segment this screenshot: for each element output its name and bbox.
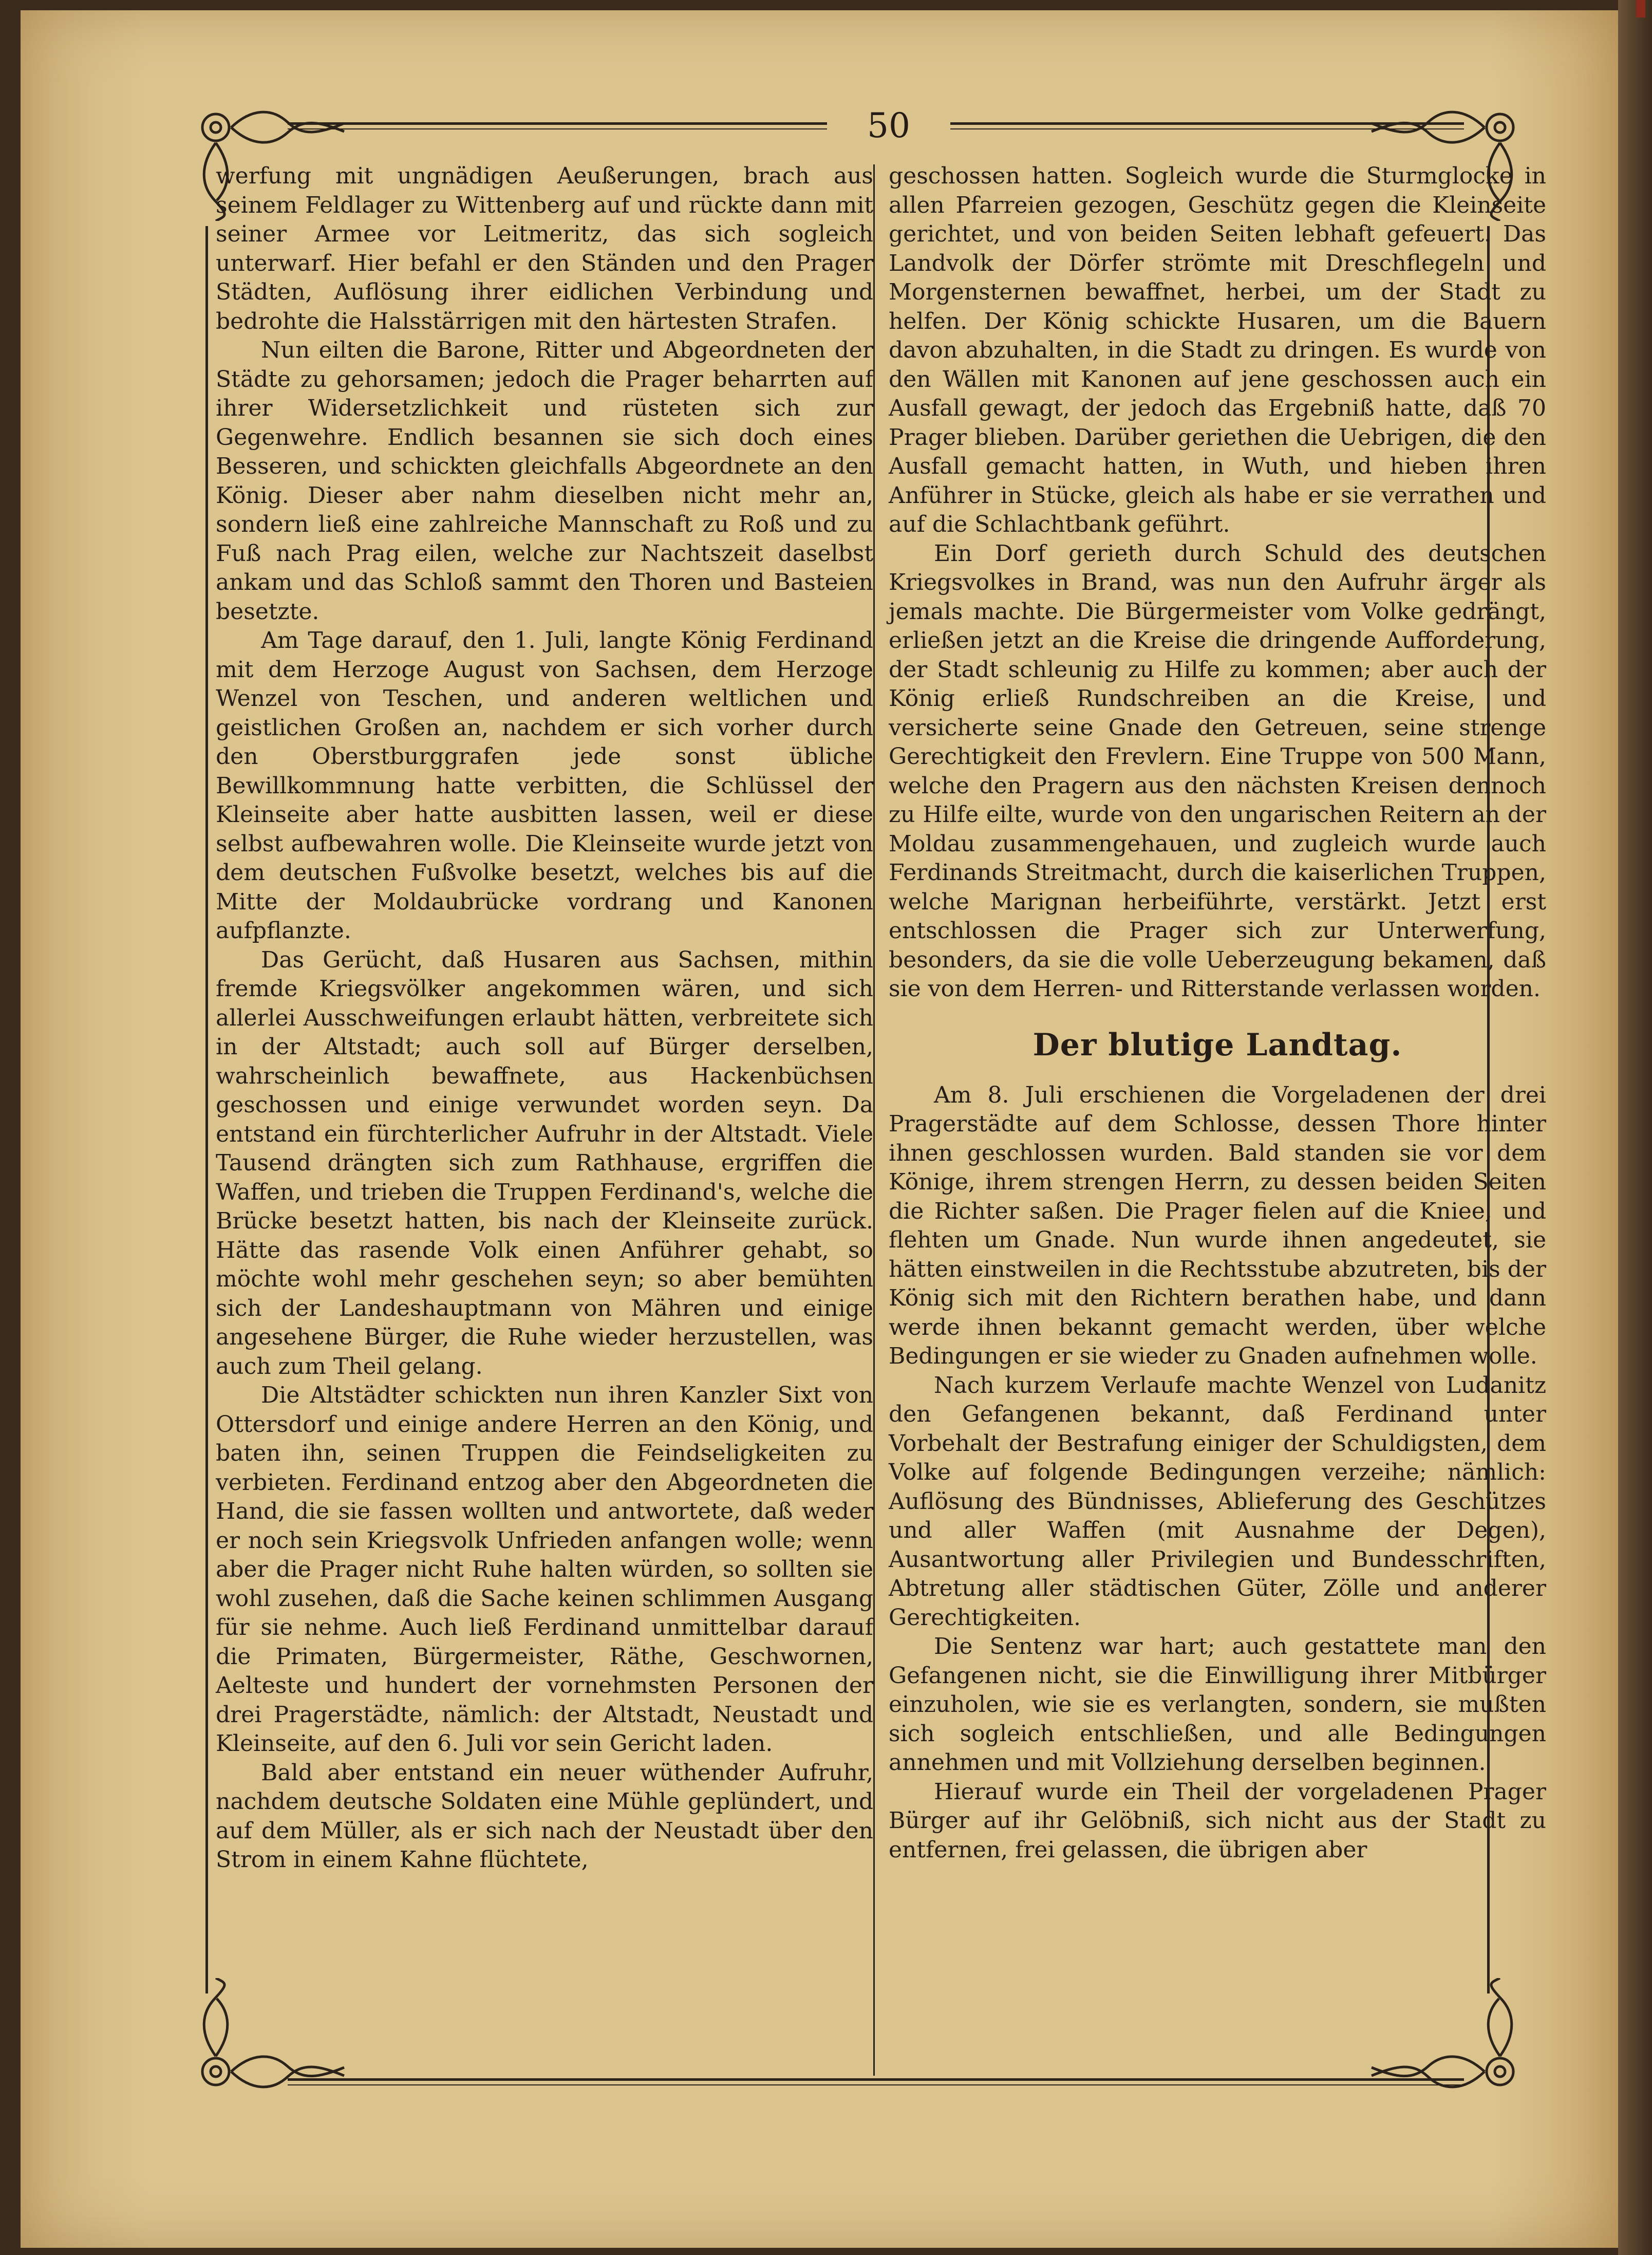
paragraph: Am Tage darauf, den 1. Juli, langte König Ferdinand mit dem Herzoge August von Sachsen, dem Herzoge Wenzel von Teschen, und anderen weltlichen und geistlichen Großen an, nachdem er sich vorher durch den Oberstburggrafen jede sonst übliche Bewillkommnung hatte verbitten, die Schlüssel der Kleinseite aber hatte ausbitten lassen, weil er diese selbst aufbewahren wolle. Die Kleinseite wurde jetzt von dem deutschen Fußvolke besetzt, welches bis auf die Mitte der Moldaubrücke vordrang und Kanonen aufpflanzte. <box>216 627 873 944</box>
column-rule <box>873 164 875 2076</box>
paragraph: Hierauf wurde ein Theil der vorgeladenen Prager Bürger auf ihr Gelöbniß, sich nicht aus der Stadt zu entfernen, frei gelassen, die übrigen aber <box>889 1778 1546 1863</box>
paragraph: Bald aber entstand ein neuer wüthender Aufruhr, nachdem deutsche Soldaten eine Mühle geplündert, und auf dem Müller, als er sich nach der Neustadt über den Strom in einem Kahne flüchtete, <box>216 1759 873 1873</box>
paragraph: werfung mit ungnädigen Aeußerungen, brach aus seinem Feldlager zu Wittenberg auf und rückte dann mit seiner Armee vor Leitmeritz, das sich sogleich unterwarf. Hier befahl er den Ständen und den Prager Städten, Auflösung ihrer eidlichen Verbindung und bedrohte die Halsstärrigen mit den härtesten Strafen. <box>216 163 873 334</box>
top-rule-left <box>288 122 827 125</box>
section-heading: Der blutige Landtag. <box>1032 1027 1402 1063</box>
paragraph: Am 8. Juli erschienen die Vorgeladenen der drei Pragerstädte auf dem Schlosse, dessen Thore hinter ihnen geschlossen wurden. Bald standen sie vor dem Könige, ihrem strengen Herrn, zu dessen beiden Seiten die Richter saßen. Die Prager fielen auf die Kniee, und flehten um Gnade. Nun wurde ihnen angedeutet, sie hätten einstweilen in die Rechtsstube abzutreten, bis der König sich mit den Richtern berathen habe, und dann werde ihnen bekannt gemacht werden, über welche Bedingungen er sie wieder zu Gnaden aufnehmen wolle. <box>889 1082 1546 1369</box>
red-bookmark <box>1636 0 1645 17</box>
page-number: 50 <box>867 106 910 145</box>
paragraph: geschossen hatten. Sogleich wurde die Sturmglocke in allen Pfarreien gezogen, Geschütz gegen die Kleinseite gerichtet, und von beiden Seiten lebhaft gefeuert. Das Landvolk der Dörfer strömte mit Dreschflegeln und Morgensternen bewaffnet, herbei, um der Stadt zu helfen. Der König schickte Husaren, um die Bauern davon abzuhalten, in die Stadt zu dringen. Es wurde von den Wällen mit Kanonen auf jene geschossen auch ein Ausfall gewagt, der jedoch das Ergebniß hatte, daß 70 Prager blieben. Darüber geriethen die Uebrigen, die den Ausfall gemacht hatten, in Wuth, und hieben ihren Anführer in Stücke, gleich als habe er sie verrathen und auf die Schlachtbank geführt. <box>889 163 1546 537</box>
paragraph: Ein Dorf gerieth durch Schuld des deutschen Kriegsvolkes in Brand, was nun den Aufruhr ärger als jemals machte. Die Bürgermeister vom Volke gedrängt, erließen jetzt an die Kreise die dringende Aufforderung, der Stadt schleunig zu Hilfe zu kommen; aber auch der König erließ Rundschreiben an die Kreise, und versicherte seine Gnade den Getreuen, seine strenge Gerechtigkeit den Frevlern. Eine Truppe von 500 Mann, welche den Pragern aus den nächsten Kreisen dennoch zu Hilfe eilte, wurde von den ungarischen Reitern an der Moldau zusammengehauen, und zugleich wurde auch Ferdinands Streitmacht, durch die kaiserlichen Truppen, welche Marignan herbeiführte, verstärkt. Jetzt erst entschlossen die Prager sich zur Unterwerfung, besonders, da sie die volle Ueberzeugung bekamen, daß sie von dem Herren- und Ritterstande verlassen worden. <box>889 540 1546 1002</box>
left-rule <box>205 226 208 1993</box>
paragraph: Nach kurzem Verlaufe machte Wenzel von Ludanitz den Gefangenen bekannt, daß Ferdinand unter Vorbehalt der Bestrafung einiger der Schuldigsten, dem Volke auf folgende Bedingungen verzeihe; nämlich: Auflösung des Bündnisses, Ablieferung des Geschützes und aller Waffen (mit Ausnahme der Degen), Ausantwortung aller Privilegien und Bundesschriften, Abtretung aller städtischen Güter, Zölle und anderer Gerechtigkeiten. <box>889 1372 1546 1631</box>
top-rule-left-thin <box>288 128 827 129</box>
paragraph: Die Sentenz war hart; auch gestattete man den Gefangenen nicht, sie die Einwilligung ihrer Mitbürger einzuholen, wie sie es verlangten, sondern, sie mußten sich sogleich entschließen, und alle Bedingungen annehmen und mit Vollziehung derselben beginnen. <box>889 1633 1546 1776</box>
paragraph: Die Altstädter schickten nun ihren Kanzler Sixt von Ottersdorf und einige andere Herren an den König, und baten ihn, seinen Truppen die Feindseligkeiten zu verbieten. Ferdinand entzog aber den Abgeordneten die Hand, die sie fassen wollten und antwortete, daß weder er noch sein Kriegsvolk Unfrieden anfangen wolle; wenn aber die Prager nicht Ruhe halten würden, so sollten sie wohl zusehen, daß die Sache keinen schlimmen Ausgang für sie nehme. Auch ließ Ferdinand unmittelbar darauf die Primaten, Bürgermeister, Räthe, Geschwornen, Aelteste und hundert der vornehmsten Personen der drei Pragerstädte, nämlich: der Altstadt, Neustadt und Kleinseite, auf den 6. Juli vor sein Gericht laden. <box>216 1382 873 1757</box>
left-column <box>216 162 873 2114</box>
paragraph: Das Gerücht, daß Husaren aus Sachsen, mithin fremde Kriegsvölker angekommen wären, und sich allerlei Ausschweifungen erlaubt hätten, verbreitete sich in der Altstadt; auch soll auf Bürger derselben, wahrscheinlich bewaffnete, aus Hackenbüchsen geschossen und einige verwundet worden seyn. Da entstand ein fürchterlicher Aufruhr in der Altstadt. Viele Tausend drängten sich zum Rathhause, ergriffen die Waffen, und trieben die Truppen Ferdinand's, welche die Brücke besetzt hatten, bis nach der Kleinseite zurück. Hätte das rasende Volk einen Anführer gehabt, so möchte wohl mehr geschehen seyn; so aber bemühten sich der Landeshauptmann von Mähren und einige angesehene Bürger, die Ruhe wieder herzustellen, was auch zum Theil gelang. <box>216 946 873 1380</box>
book-edge <box>1618 0 1652 2255</box>
paragraph: Nun eilten die Barone, Ritter und Abgeordneten der Städte zu gehorsamen; jedoch die Prager beharrten auf ihrer Widersetzlichkeit und rüsteten sich zur Gegenwehre. Endlich besannen sie sich doch eines Besseren, und schickten gleichfalls Abgeordnete an den König. Dieser aber nahm dieselben nicht mehr an, sondern ließ eine zahlreiche Mannschaft zu Roß und zu Fuß nach Prag eilen, welche zur Nachtszeit daselbst ankam und das Schloß sammt den Thoren und Basteien besetzte. <box>216 337 873 625</box>
right-column <box>889 162 1546 2114</box>
